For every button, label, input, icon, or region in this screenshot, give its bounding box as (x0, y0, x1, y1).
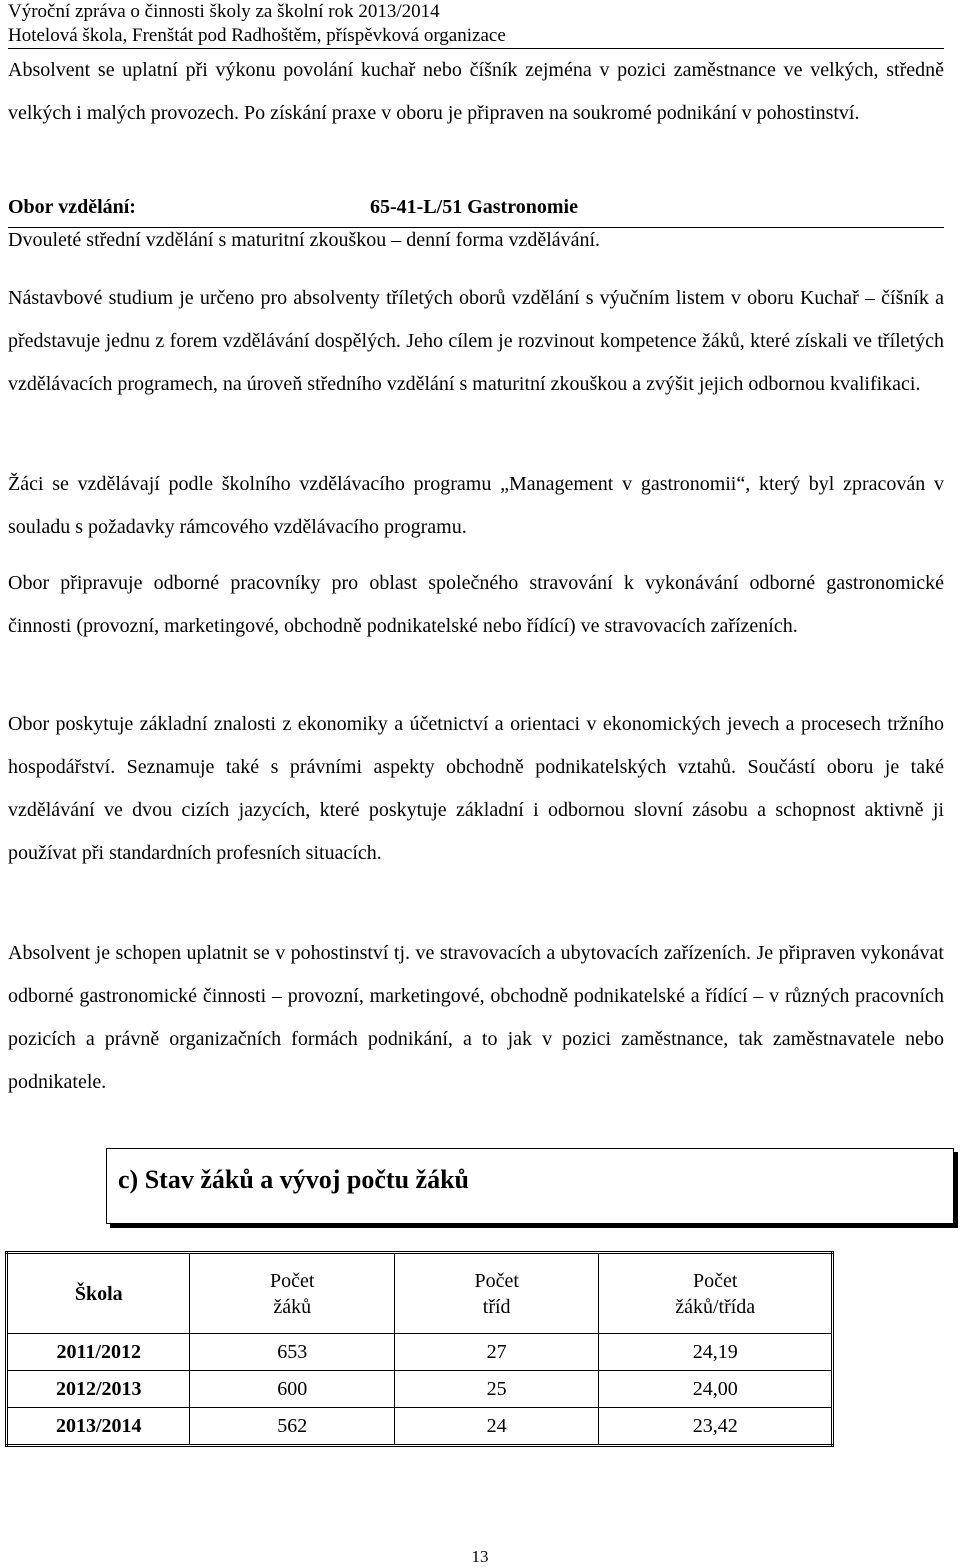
header-pocet-trid: Počet tříd (394, 1253, 598, 1334)
table-header-row (7, 1253, 833, 1334)
cell-students: 562 (190, 1408, 394, 1446)
cell-ratio: 24,00 (599, 1371, 833, 1408)
cell-ratio: 24,19 (599, 1334, 833, 1371)
paragraph-absolvent: Absolvent je schopen uplatnit se v pohostinství tj. ve stravovacích a ubytovacích zařízeních. Je připraven vykonávat odborné gastronomické činnosti – provozní, marketingové, obchodně podnikatelské a řídící – v různých pracovních pozicích a právně organizačních formách podnikání, a to jak v pozici zaměstnance, tak zaměstnavatele nebo podnikatele. (8, 942, 944, 1093)
table-row (7, 1408, 833, 1446)
cell-classes: 25 (394, 1371, 598, 1408)
cell-year: 2013/2014 (7, 1408, 190, 1446)
section-heading-box (106, 1148, 954, 1224)
school-name: Hotelová škola, Frenštát pod Radhoštěm, příspěvková organizace (8, 25, 506, 46)
page-header (8, 0, 944, 48)
paragraph-nastavbove: Nástavbové studium je určeno pro absolventy tříletých oborů vzdělání s výučním listem v oboru Kuchař – číšník a představuje jednu z forem vzdělávání dospělých. Jeho cílem je rozvinout kompetence žáků, které získali ve tříletých vzdělávacích programech, na úroveň středního vzdělání s maturitní zkouškou a zvýšit jejich odbornou kvalifikaci. (8, 287, 944, 395)
intro-paragraph: Absolvent se uplatní při výkonu povolání kuchař nebo číšník zejména v pozici zaměstnance ve velkých, středně velkých i malých provozech. Po získání praxe v oboru je připraven na soukromé podnikání v pohostinství. (8, 59, 944, 124)
header-pocet-zaku-trida: Počet žáků/třída (599, 1253, 833, 1334)
report-title: Výroční zpráva o činnosti školy za školní rok 2013/2014 (8, 1, 440, 22)
cell-students: 653 (190, 1334, 394, 1371)
table-row (7, 1371, 833, 1408)
field-value: 65-41-L/51 Gastronomie (370, 196, 578, 218)
header-skola: Škola (7, 1253, 190, 1334)
cell-ratio: 23,42 (599, 1408, 833, 1446)
student-stats-table (5, 1251, 834, 1447)
cell-classes: 24 (394, 1408, 598, 1446)
field-divider (8, 227, 944, 228)
page-number: 13 (471, 1547, 489, 1566)
paragraph-obor-pripravuje: Obor připravuje odborné pracovníky pro oblast společného stravování k vykonávání odborné gastronomické činnosti (provozní, marketingové, obchodně podnikatelské nebo řídící) ve stravovacích zařízeních. (8, 572, 944, 637)
field-of-study (8, 196, 944, 226)
cell-year: 2011/2012 (7, 1334, 190, 1371)
field-description: Dvouleté střední vzdělání s maturitní zkouškou – denní forma vzdělávání. (8, 229, 601, 251)
paragraph-obor-poskytuje: Obor poskytuje základní znalosti z ekonomiky a účetnictví a orientaci v ekonomických jevech a procesech tržního hospodářství. Seznamuje také s právními aspekty obchodně podnikatelských vztahů. Součástí oboru je také vzdělávání ve dvou cizích jazycích, které poskytuje základní i odbornou slovní zásobu a schopnost aktivně ji používat při standardních profesních situacích. (8, 713, 944, 864)
header-pocet-zaku: Počet žáků (190, 1253, 394, 1334)
cell-year: 2012/2013 (7, 1371, 190, 1408)
table-row (7, 1334, 833, 1371)
section-title: c) Stav žáků a vývoj počtu žáků (118, 1165, 470, 1194)
cell-classes: 27 (394, 1334, 598, 1371)
cell-students: 600 (190, 1371, 394, 1408)
field-label: Obor vzdělání: (8, 196, 136, 218)
paragraph-program: Žáci se vzdělávají podle školního vzdělávacího programu „Management v gastronomii“, který byl zpracován v souladu s požadavky rámcového vzdělávacího programu. (8, 473, 944, 538)
